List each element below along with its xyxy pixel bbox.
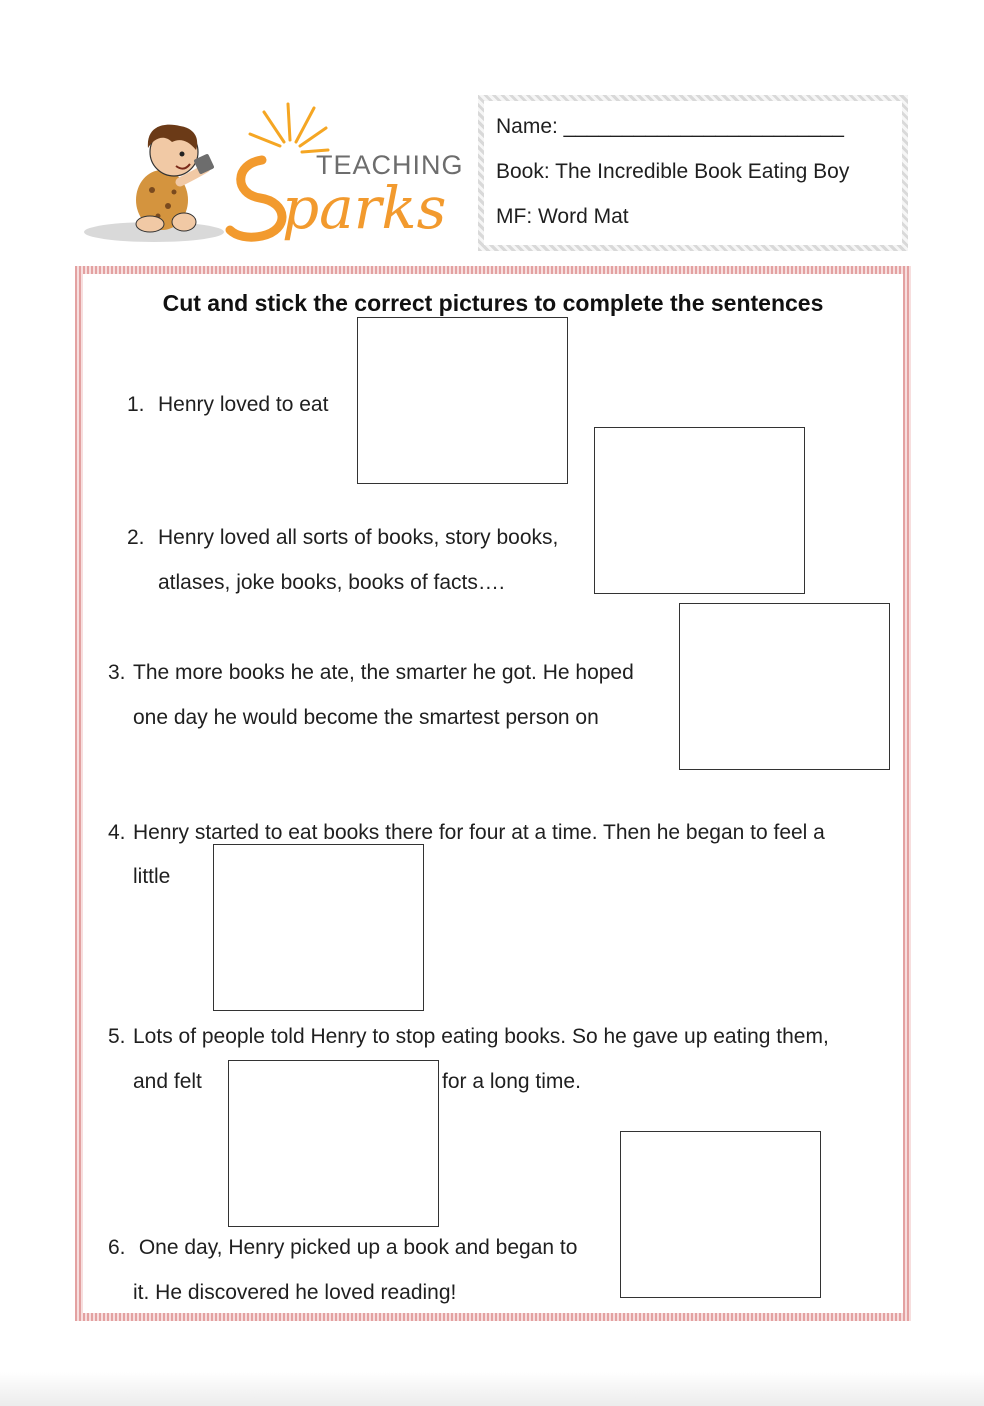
teaching-sparks-logo	[84, 98, 468, 248]
picture-box-3[interactable]	[679, 603, 890, 770]
sentence-2-number: 2.	[127, 526, 145, 549]
sentence-3-line-2: one day he would become the smartest person on	[133, 706, 599, 729]
logo-graphic	[84, 98, 468, 248]
sentence-5-line-2: and felt	[133, 1070, 202, 1093]
sentence-6-line-2: it. He discovered he loved reading!	[133, 1281, 457, 1304]
picture-box-5[interactable]	[228, 1060, 439, 1227]
page-bottom-shade	[0, 1372, 984, 1406]
name-field-line: Name: ________________________	[496, 115, 844, 138]
sentence-5-number: 5.	[108, 1025, 126, 1048]
picture-box-2[interactable]	[594, 427, 805, 594]
worksheet-frame	[75, 266, 911, 1321]
sentence-2-line-1: Henry loved all sorts of books, story books,	[158, 526, 559, 549]
sentence-2-line-2: atlases, joke books, books of facts….	[158, 571, 505, 594]
picture-box-6[interactable]	[620, 1131, 821, 1298]
sentence-3-number: 3.	[108, 661, 126, 684]
sentence-4-line-1: Henry started to eat books there for four at a time. Then he began to feel a	[133, 821, 825, 844]
picture-box-1[interactable]	[357, 317, 568, 484]
sentence-5-line-1: Lots of people told Henry to stop eating books. So he gave up eating them,	[133, 1025, 829, 1048]
sentence-4-line-2: little	[133, 865, 171, 888]
book-title-line: Book: The Incredible Book Eating Boy	[496, 160, 850, 183]
student-info-box	[478, 95, 908, 251]
sentence-3-line-1: The more books he ate, the smarter he got. He hoped	[133, 661, 634, 684]
sentence-6-line-1: One day, Henry picked up a book and began to	[133, 1236, 578, 1259]
sentence-1-line-1: Henry loved to eat	[158, 393, 329, 416]
picture-box-4[interactable]	[213, 844, 424, 1011]
logo-sparks-text: parks	[282, 174, 447, 242]
sentence-6-number: 6.	[108, 1236, 126, 1259]
mf-line: MF: Word Mat	[496, 205, 629, 228]
instruction-heading: Cut and stick the correct pictures to complete the sentences	[162, 290, 824, 316]
sentence-5-line-3: for a long time.	[442, 1070, 581, 1093]
sentence-1-number: 1.	[127, 393, 145, 416]
logo-teaching-text: TEACHING	[316, 150, 464, 180]
sentence-4-number: 4.	[108, 821, 126, 844]
